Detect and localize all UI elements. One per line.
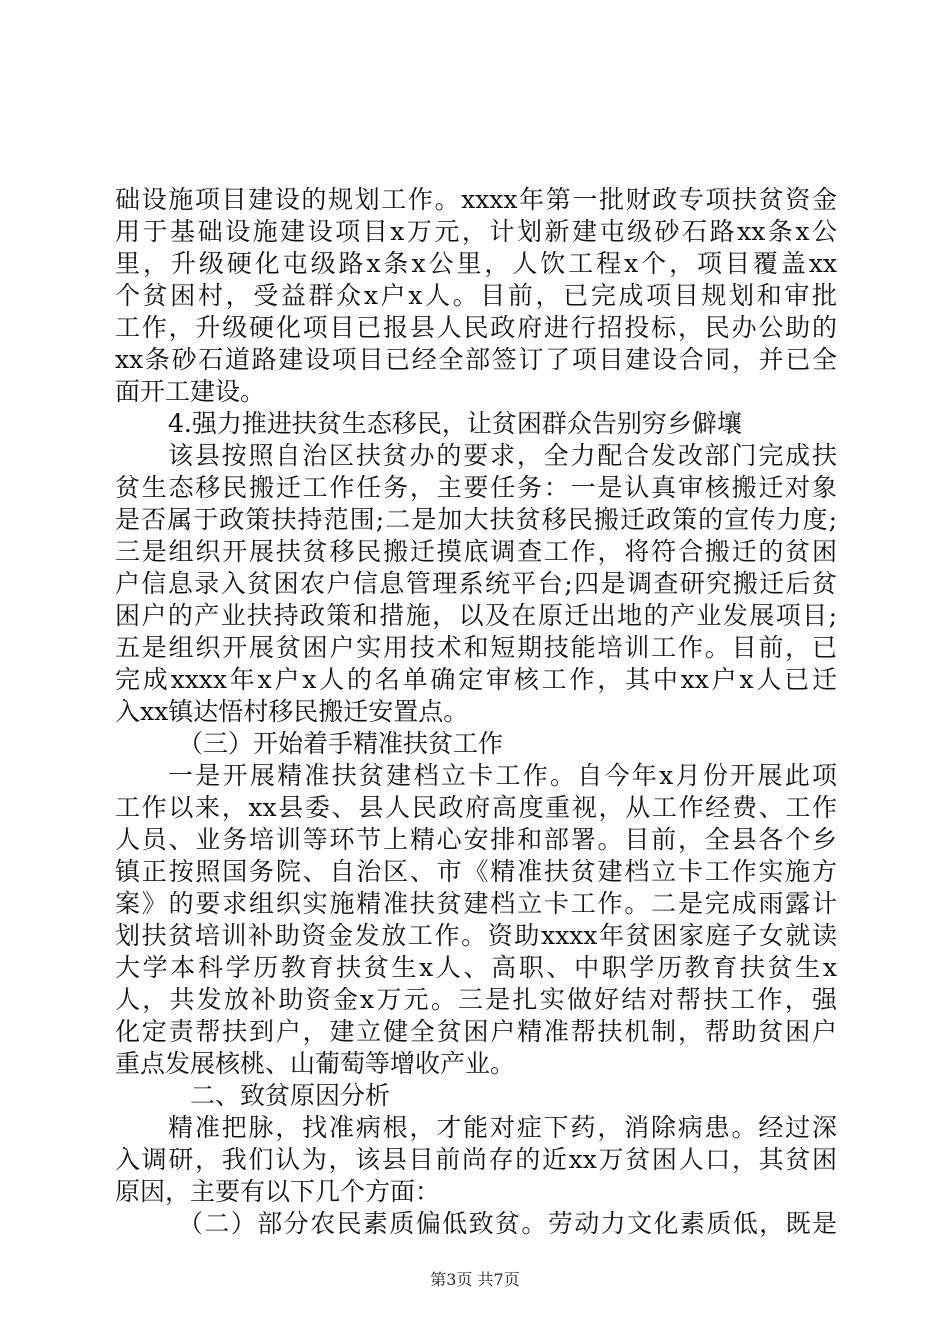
text-line: 五是组织开展贫困户实用技术和短期技能培训工作。目前，已 [115,633,837,662]
text-line: 困户的产业扶持政策和措施，以及在原迁出地的产业发展项目; [115,601,837,630]
section-heading: 二、致贫原因分析 [190,1081,391,1110]
text-line: 贫生态移民搬迁工作任务，主要任务：一是认真审核搬迁对象 [115,473,837,502]
text-line: 完成xxxx年x户x人的名单确定审核工作，其中xx户x人已迁 [115,665,837,694]
text-line: xx条砂石道路建设项目已经全部签订了项目建设合同，并已全 [115,345,837,374]
text-line: 人，共发放补助资金x万元。三是扎实做好结对帮扶工作，强 [115,985,837,1014]
text-line: 该县按照自治区扶贫办的要求，全力配合发改部门完成扶 [168,441,837,470]
text-line: 化定责帮扶到户，建立健全贫困户精准帮扶机制，帮助贫困户 [115,1017,837,1046]
section-heading: （三）开始着手精准扶贫工作 [178,729,504,758]
text-line: 入xx镇达悟村移民搬迁安置点。 [115,697,469,726]
text-line: 镇正按照国务院、自治区、市《精准扶贫建档立卡工作实施方 [115,857,837,886]
text-line: 一是开展精准扶贫建档立卡工作。自今年x月份开展此项 [168,761,837,790]
text-line: 础设施项目建设的规划工作。xxxx年第一批财政专项扶贫资金 [115,185,837,214]
text-line: 入调研，我们认为，该县目前尚存的近xx万贫困人口，其贫困 [115,1145,837,1174]
text-line: 原因，主要有以下几个方面： [115,1177,441,1206]
text-line: 人员、业务培训等环节上精心安排和部署。目前，全县各个乡 [115,825,837,854]
text-line: 三是组织开展扶贫移民搬迁摸底调查工作，将符合搬迁的贫困 [115,537,837,566]
text-line: 大学本科学历教育扶贫生x人、高职、中职学历教育扶贫生x [115,953,837,982]
text-line: 是否属于政策扶持范围;二是加大扶贫移民搬迁政策的宣传力度; [115,505,837,534]
text-line: 重点发展核桃、山葡萄等增收产业。 [115,1049,516,1078]
text-line: 里，升级硬化屯级路x条x公里，人饮工程x个，项目覆盖xx [115,249,837,278]
text-line: 工作以来，xx县委、县人民政府高度重视，从工作经费、工作 [115,793,837,822]
text-line: 工作，升级硬化项目已报县人民政府进行招投标，民办公助的 [115,313,837,342]
text-line: 面开工建设。 [115,377,266,406]
text-line: 用于基础设施建设项目x万元，计划新建屯级砂石路xx条x公 [115,217,837,246]
text-line: 个贫困村，受益群众x户x人。目前，已完成项目规划和审批 [115,281,837,310]
text-line: （二）部分农民素质偏低致贫。劳动力文化素质低，既是 [178,1209,837,1238]
section-heading: 4.强力推进扶贫生态移民，让贫困群众告别穷乡僻壤 [168,409,742,438]
text-line: 精准把脉，找准病根，才能对症下药，消除病患。经过深 [168,1113,837,1142]
text-line: 案》的要求组织实施精准扶贫建档立卡工作。二是完成雨露计 [115,889,837,918]
text-line: 户信息录入贫困农户信息管理系统平台;四是调查研究搬迁后贫 [115,569,837,598]
page-footer: 第3页 共7页 [430,1270,520,1289]
text-line: 划扶贫培训补助资金发放工作。资助xxxx年贫困家庭子女就读 [115,921,837,950]
